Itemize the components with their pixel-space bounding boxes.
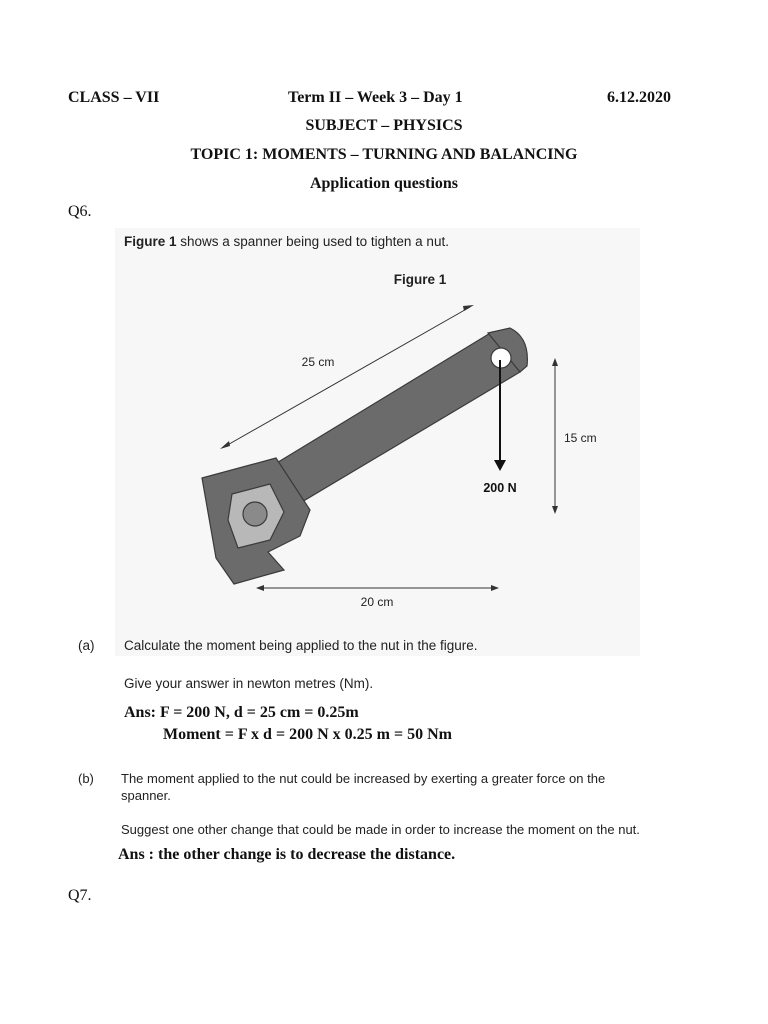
spanner-figure: [195, 262, 615, 622]
height-dimension-arrow: [552, 358, 558, 514]
force-label: 200 N: [483, 481, 517, 495]
class-label: CLASS – VII: [68, 89, 160, 106]
length-label: 25 cm: [301, 355, 335, 369]
part-a-answer-line1: Ans: F = 200 N, d = 25 cm = 0.25m: [124, 704, 359, 721]
topic-title: TOPIC 1: MOMENTS – TURNING AND BALANCING: [190, 146, 578, 163]
height-label: 15 cm: [564, 431, 597, 445]
term-label: Term II – Week 3 – Day 1: [288, 89, 463, 106]
part-b-question: [121, 770, 605, 804]
part-b-question-line2: spanner.: [121, 788, 171, 803]
part-a-question: Calculate the moment being applied to the nut in the figure.: [124, 638, 478, 653]
part-b-instruction: Suggest one other change that could be made in order to increase the moment on the nut.: [121, 822, 640, 837]
width-dimension-arrow: [256, 585, 499, 591]
question-number-q6: Q6.: [68, 203, 92, 220]
part-a-instruction: Give your answer in newton metres (Nm).: [124, 676, 374, 691]
figure-intro: [124, 234, 449, 249]
width-label: 20 cm: [360, 595, 394, 609]
part-b-label: (b): [78, 771, 94, 786]
question-number-q7: Q7.: [68, 887, 92, 904]
section-title: Application questions: [309, 175, 459, 192]
figure-intro-text: shows a spanner being used to tighten a nut.: [176, 234, 449, 249]
part-a-label: (a): [78, 638, 95, 653]
part-b-question-line1: The moment applied to the nut could be increased by exerting a greater force on the: [121, 771, 606, 786]
part-a-answer-line2: Moment = F x d = 200 N x 0.25 m = 50 Nm: [163, 726, 452, 743]
date-label: 6.12.2020: [607, 89, 671, 106]
subject-title: SUBJECT – PHYSICS: [305, 117, 463, 134]
part-b-answer: Ans : the other change is to decrease the distance.: [118, 846, 456, 863]
figure-ref: Figure 1: [124, 234, 177, 249]
figure-title: Figure 1: [393, 272, 447, 287]
